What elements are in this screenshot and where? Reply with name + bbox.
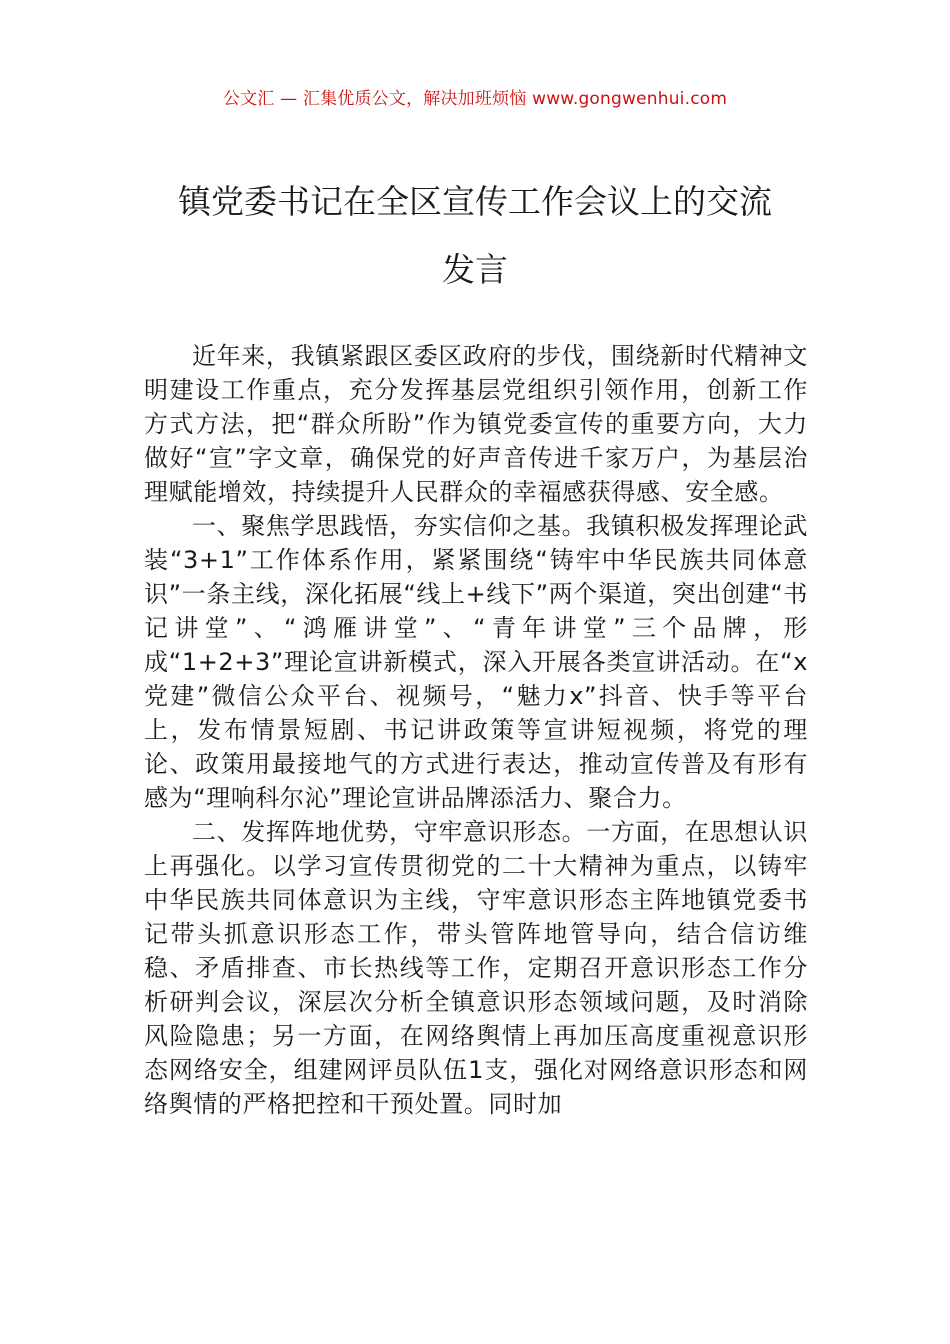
header-banner: 公文汇 — 汇集优质公文，解决加班烦恼 www.gongwenhui.com	[222, 89, 728, 109]
section-two-paragraph: 二、发挥阵地优势，守牢意识形态。一方面，在思想认识上再强化。以学习宣传贯彻党的二十大精神为重点，以铸牢中华民族共同体意识为主线，守牢意识形态主阵地镇党委书记带头抓意识形态工作，带头管阵地管导向，结合信访维稳、矛盾排查、市长热线等工作，定期召开意识形态工作分析研判会议，深层次分析全镇意识形态领域问题，及时消除风险隐患；另一方面，在网络舆情上再加压高度重视意识形态网络安全，组建网评员队伍1支，强化对网络意识形态和网络舆情的严格把控和干预处置。同时加	[144, 818, 808, 1118]
document-title-line-1: 镇党委书记在全区宣传工作会议上的交流	[178, 182, 772, 221]
intro-paragraph: 近年来，我镇紧跟区委区政府的步伐，围绕新时代精神文明建设工作重点，充分发挥基层党组织引领作用，创新工作方式方法，把“群众所盼”作为镇党委宣传的重要方向，大力做好“宣”字文章，确保党的好声音传进千家万户，为基层治理赋能增效，持续提升人民群众的幸福感获得感、安全感。	[144, 342, 808, 506]
document-title-line-2: 发言	[442, 250, 508, 289]
document-body	[144, 339, 808, 1121]
section-one-paragraph: 一、聚焦学思践悟，夯实信仰之基。我镇积极发挥理论武装“3+1”工作体系作用，紧紧围绕“铸牢中华民族共同体意识”一条主线，深化拓展“线上+线下”两个渠道，突出创建“书记讲堂”、“鸿雁讲堂”、“青年讲堂”三个品牌，形成“1+2+3”理论宣讲新模式，深入开展各类宣讲活动。在“x党建”微信公众平台、视频号，“魅力x”抖音、快手等平台上，发布情景短剧、书记讲政策等宣讲短视频，将党的理论、政策用最接地气的方式进行表达，推动宣传普及有形有感为“理响科尔沁”理论宣讲品牌添活力、聚合力。	[144, 512, 808, 812]
document-title	[140, 168, 810, 304]
